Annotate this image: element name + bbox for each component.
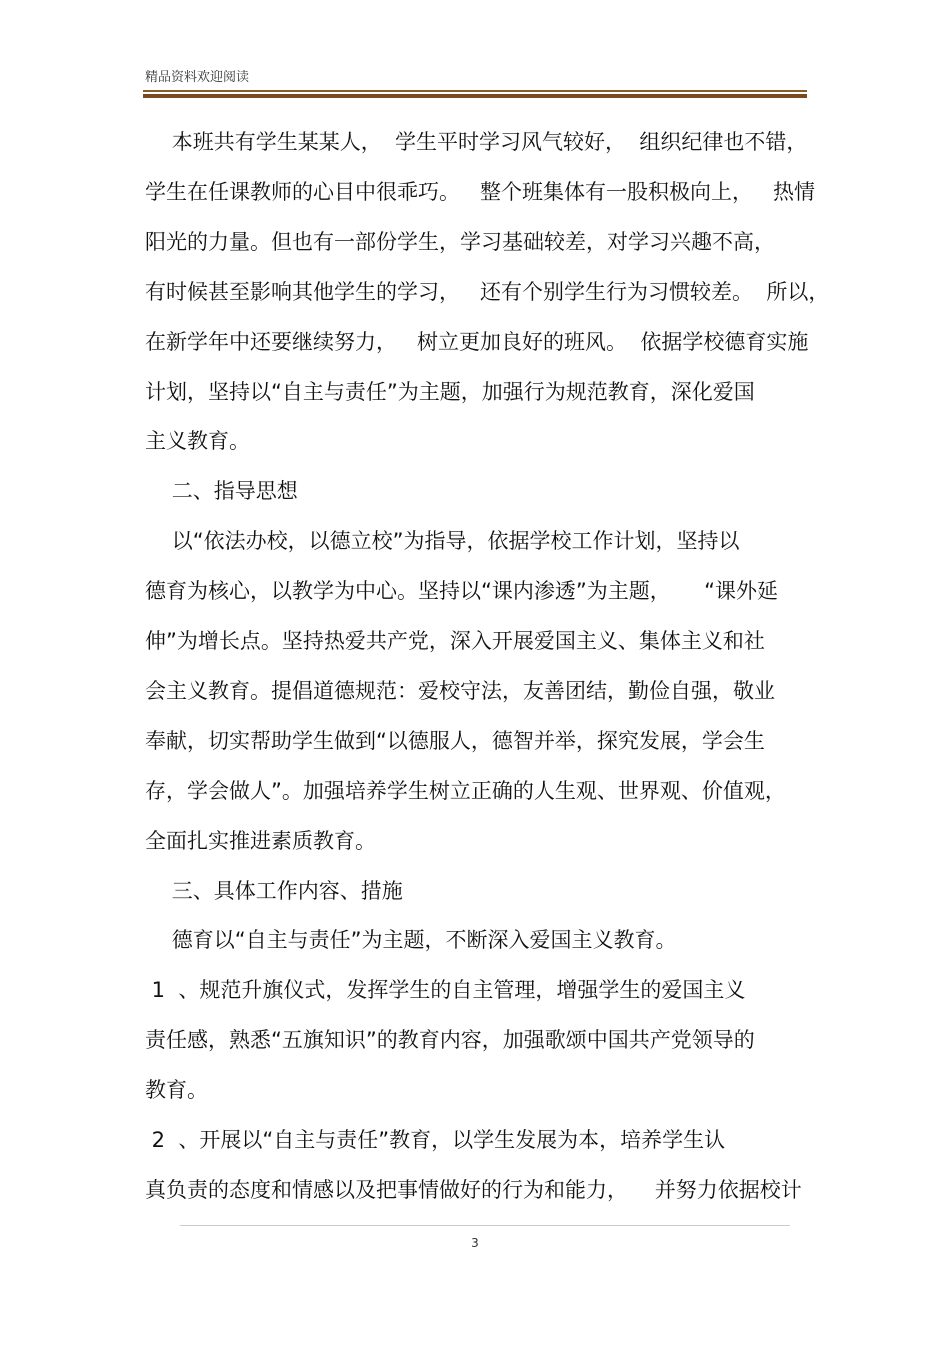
body-text-line: 伸”为增长点。坚持热爱共产党，深入开展爱国主义、集体主义和社 [145,629,765,653]
footer-divider [180,1225,790,1226]
body-text-line: 存，学会做人”。加强培养学生树立正确的人生观、世界观、价值观， [145,779,786,803]
body-text-line: 学生在任课教师的心目中很乖巧。 整个班集体有一股积极向上， 热情 [145,180,816,204]
body-text-line: 德育以“自主与责任”为主题，不断深入爱国主义教育。 [145,928,677,952]
body-text-line: 1 、规范升旗仪式，发挥学生的自主管理，增强学生的爱国主义 [145,978,746,1002]
body-text-line: 在新学年中还要继续努力， 树立更加良好的班风。 依据学校德育实施 [145,330,809,354]
page-header-text: 精品资料欢迎阅读 [145,70,250,85]
body-text-line: 会主义教育。提倡道德规范：爱校守法，友善团结，勤俭自强，敬业 [145,679,775,703]
body-text-line: 德育为核心，以教学为中心。坚持以“课内渗透”为主题， “课外延 [145,579,779,603]
body-text-line: 真负责的态度和情感以及把事情做好的行为和能力， 并努力依据校计 [145,1178,802,1202]
body-text-line: 二、指导思想 [145,479,298,503]
body-text-line: 全面扎实推进素质教育。 [145,829,376,853]
body-text-line: 本班共有学生某某人， 学生平时学习风气较好， 组织纪律也不错， [145,130,808,154]
header-divider [143,90,807,100]
page-number: 3 [471,1236,479,1250]
body-text-line: 计划，坚持以“自主与责任”为主题，加强行为规范教育，深化爱国 [145,380,755,404]
body-text-line: 责任感，熟悉“五旗知识”的教育内容，加强歌颂中国共产党领导的 [145,1028,755,1052]
header-divider-thick [143,94,807,98]
body-text-line: 2 、开展以“自主与责任”教育，以学生发展为本，培养学生认 [145,1128,726,1152]
body-text-line: 教育。 [145,1078,208,1102]
body-text-line: 有时候甚至影响其他学生的学习， 还有个别学生行为习惯较差。 所以， [145,280,830,304]
body-text-line: 三、具体工作内容、措施 [145,879,403,903]
body-text-line: 阳光的力量。但也有一部份学生，学习基础较差，对学习兴趣不高， [145,230,775,254]
header-divider-thin [143,90,807,92]
body-text-line: 以“依法办校，以德立校”为指导，依据学校工作计划，坚持以 [145,529,740,553]
body-text-line: 主义教育。 [145,429,250,453]
body-text-line: 奉献，切实帮助学生做到“以德服人，德智并举，探究发展，学会生 [145,729,765,753]
